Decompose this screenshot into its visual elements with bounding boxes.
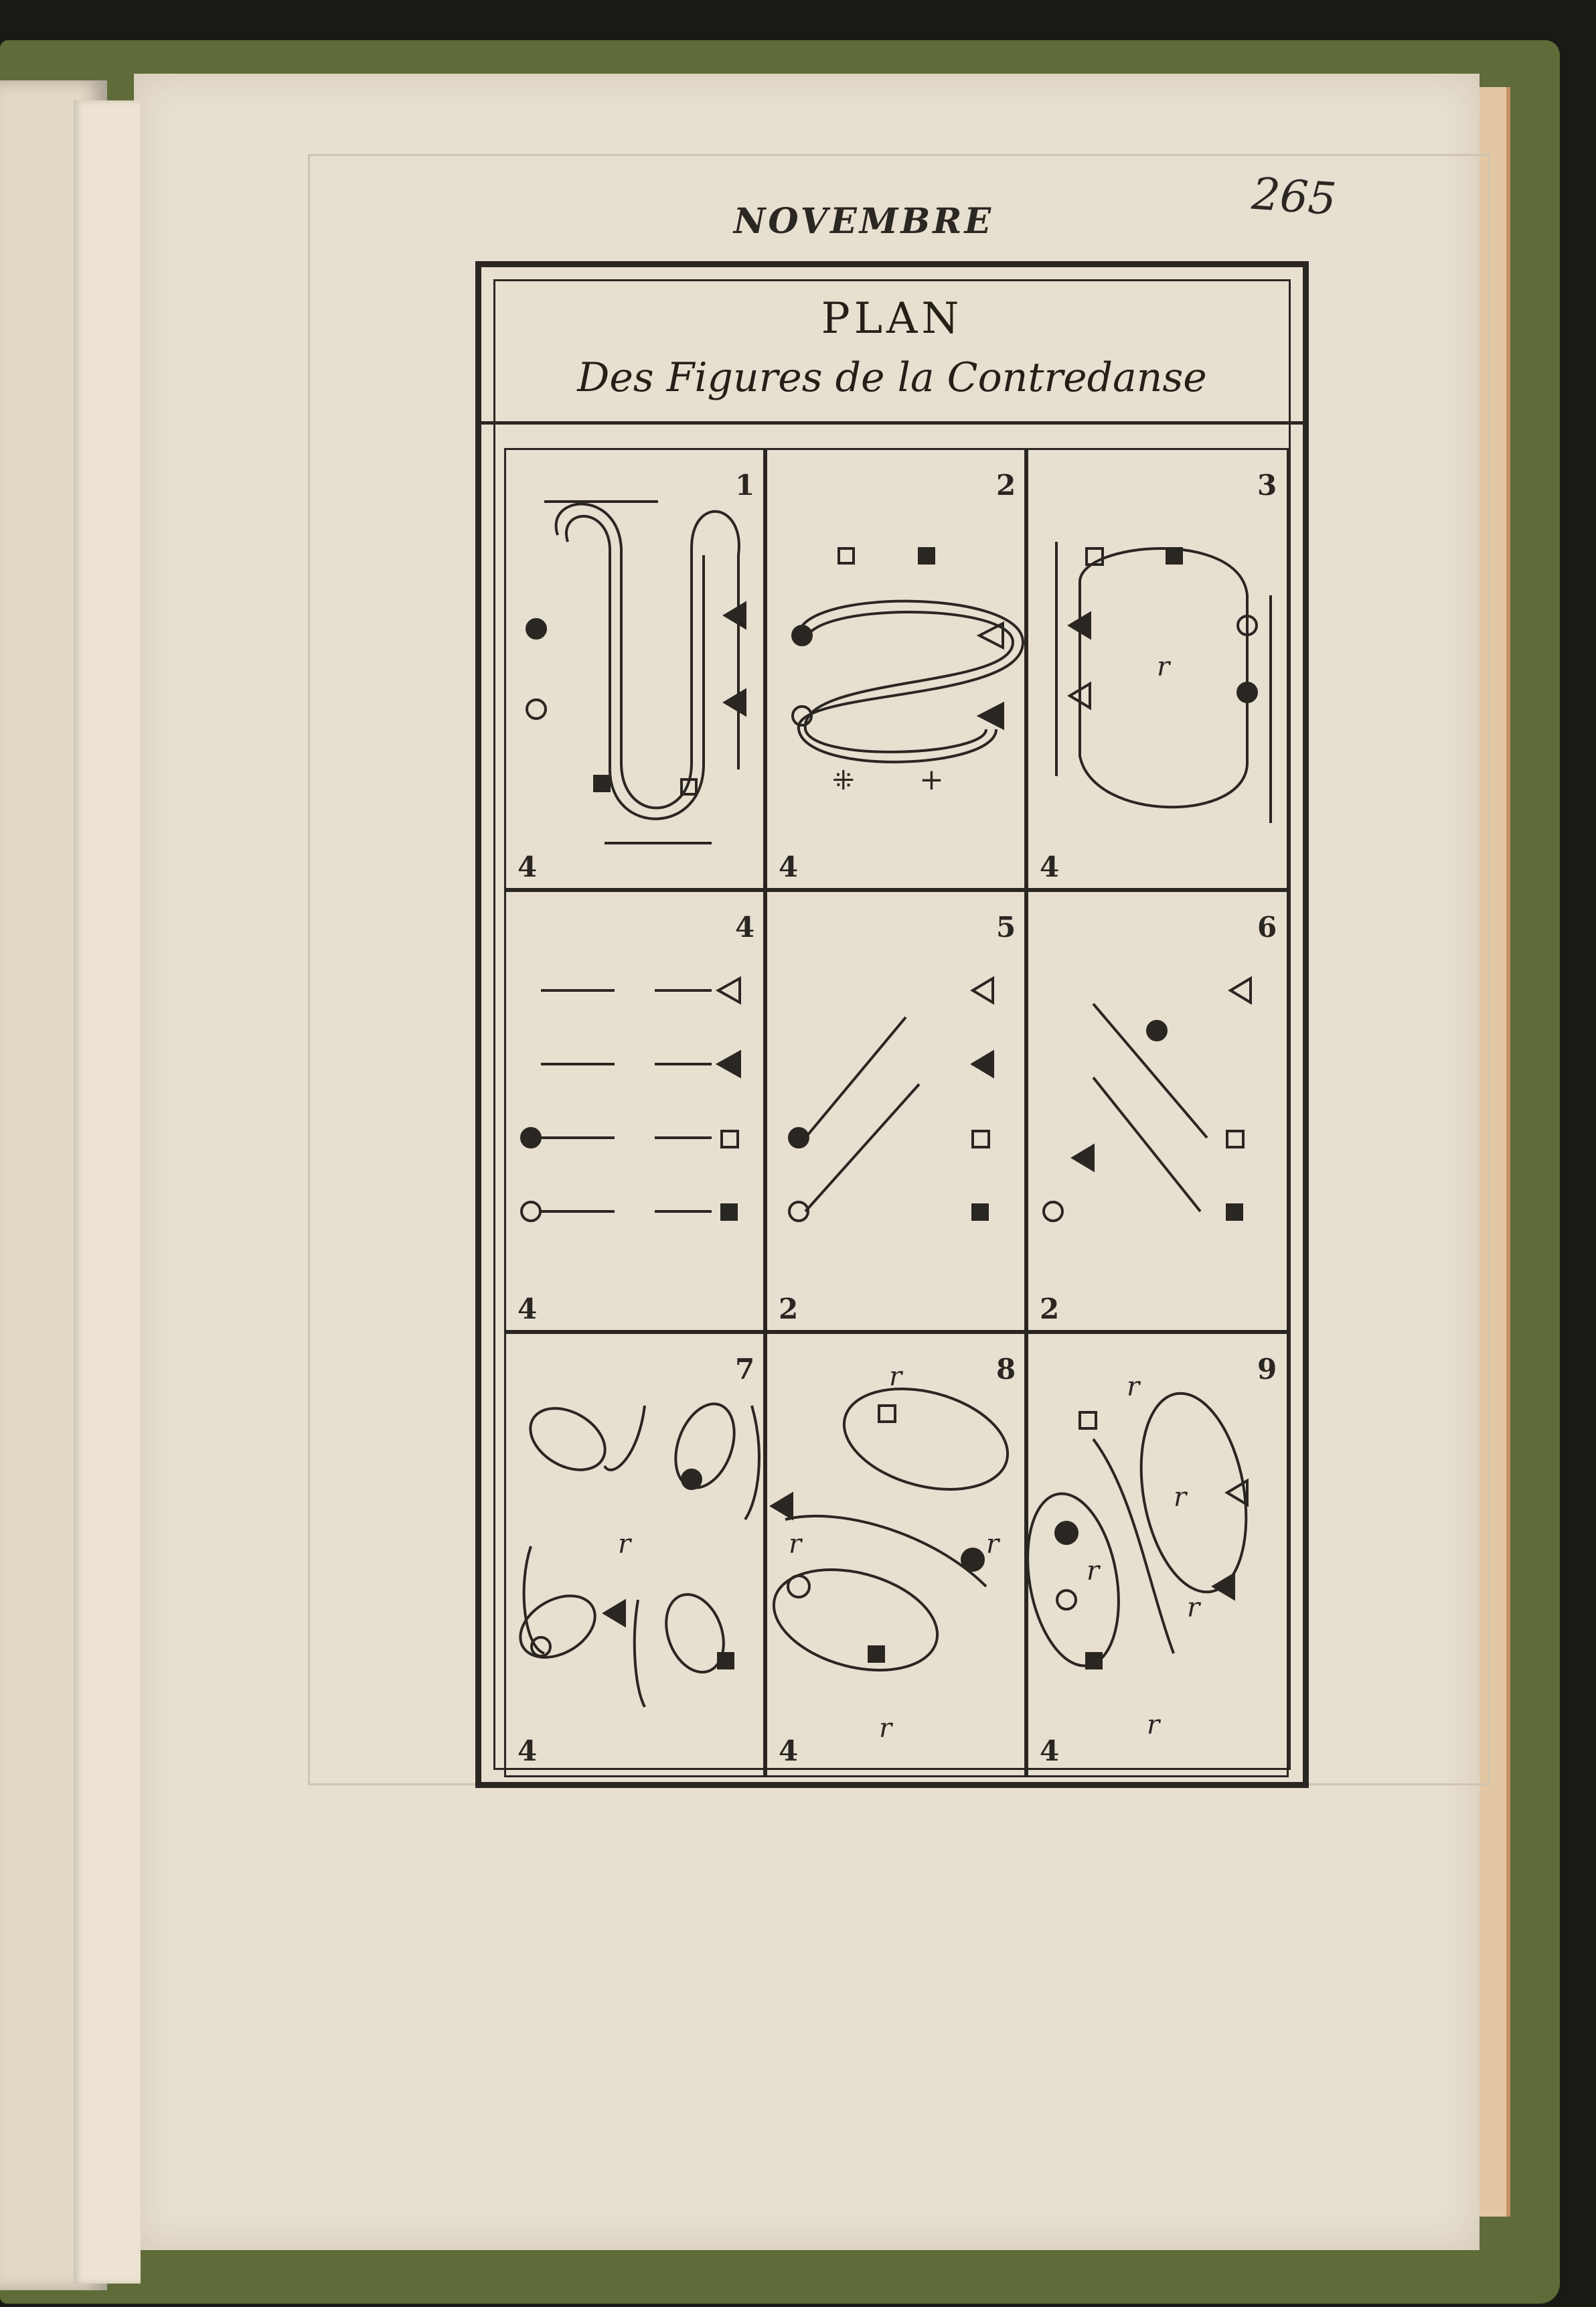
figure-9-diagram — [1015, 1385, 1260, 1673]
figure-grid — [504, 448, 1289, 1777]
figure-number: 2 — [996, 469, 1016, 502]
figure-label: r — [789, 1529, 802, 1560]
svg-text:⁜: ⁜ — [832, 765, 855, 796]
figure-label: r — [889, 1361, 902, 1392]
plate-subtitle: Des Figures de la Contredanse — [577, 354, 1207, 401]
svg-text:+: + — [919, 763, 944, 797]
figure-6-diagram — [1044, 978, 1251, 1221]
figure-number: 5 — [996, 911, 1016, 944]
corner-number: 2 — [779, 1292, 799, 1325]
figure-3-diagram — [1056, 542, 1271, 823]
figure-label: r — [1157, 652, 1170, 682]
figure-label: r — [986, 1529, 1000, 1560]
figure-label: r — [1174, 1482, 1187, 1513]
figure-number: 4 — [735, 911, 755, 944]
corner-number: 4 — [779, 850, 799, 883]
figure-label: r — [618, 1529, 631, 1560]
figure-label: r — [879, 1713, 892, 1744]
plate-title-box — [481, 267, 1303, 425]
corner-number: 2 — [1040, 1292, 1060, 1325]
page-number: 265 — [1250, 167, 1338, 226]
figure-number: 1 — [735, 469, 755, 502]
figure-number: 9 — [1257, 1353, 1277, 1386]
figure-1-diagram — [527, 502, 745, 843]
figure-5-diagram — [789, 978, 993, 1221]
figure-number: 8 — [996, 1353, 1016, 1386]
corner-number: 4 — [517, 1734, 538, 1767]
figure-label: r — [1087, 1556, 1100, 1586]
corner-number: 4 — [517, 850, 538, 883]
figure-label: r — [1187, 1592, 1200, 1623]
running-title: NOVEMBRE — [733, 201, 994, 242]
corner-number: 4 — [1040, 1734, 1060, 1767]
corner-number: 4 — [517, 1292, 538, 1325]
corner-number: 4 — [779, 1734, 799, 1767]
page-gutter — [74, 100, 141, 2284]
figure-label: r — [1147, 1710, 1160, 1740]
corner-number: 4 — [1040, 850, 1060, 883]
figure-grid-drawing — [504, 448, 1289, 1777]
plate-title: PLAN — [821, 294, 963, 344]
figure-number: 3 — [1257, 469, 1277, 502]
figure-4-diagram — [522, 978, 740, 1221]
figure-2-diagram — [793, 548, 1023, 797]
figure-label: r — [1127, 1371, 1140, 1402]
figure-number: 6 — [1257, 911, 1277, 944]
engraved-plate — [475, 261, 1309, 1788]
figure-number: 7 — [735, 1353, 755, 1386]
figure-7-diagram — [509, 1396, 759, 1707]
